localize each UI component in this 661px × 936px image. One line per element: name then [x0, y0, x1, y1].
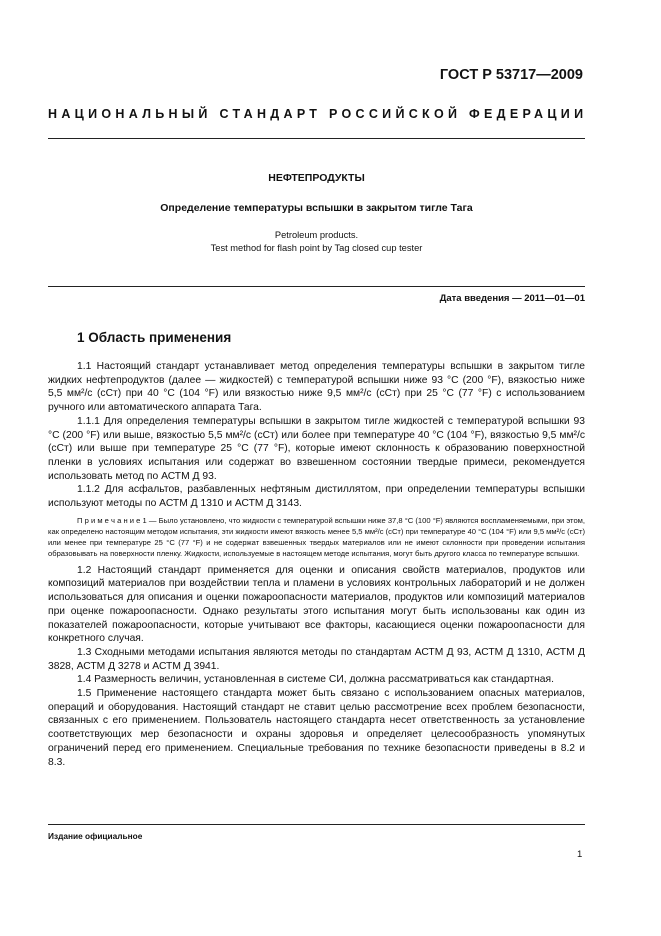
page-number: 1 [577, 849, 583, 860]
document-title: НЕФТЕПРОДУКТЫ [268, 172, 365, 184]
divider-title [48, 286, 585, 287]
note-1 [48, 515, 585, 559]
national-standard-banner: НАЦИОНАЛЬНЫЙ СТАНДАРТ РОССИЙСКОЙ ФЕДЕРАЦИИ [48, 107, 588, 121]
english-title-line-1: Petroleum products. [274, 230, 359, 240]
paragraph-1-4: 1.4 Размерность величин, установленная в системе СИ, должна рассматриваться как стандартная. [77, 674, 554, 686]
divider-footer [48, 824, 585, 825]
introduction-date: Дата введения — 2011—01—01 [439, 293, 585, 304]
paragraph-1-1-1: 1.1.1 Для определения температуры вспышки в закрытом тигле жидкостей с температурой вспышки 93 °C (200 °F) или выше, вязкостью 5,5 мм²/с (сСт) или более при температуре 40 °C (104 °F), вязкостью 9,5 мм²/с (сСт) или выше при температуре 25 °C (77 °F), которые имеют склонность к образованию поверхностной пленки в условиях испытания или содержат во взвешенном состоянии твердые примеси, рекомендуется использовать метод по АСТМ Д 93. [48, 415, 585, 482]
paragraph-1-5: 1.5 Применение настоящего стандарта может быть связано с использованием опасных материалов, операций и оборудования. Настоящий стандарт не ставит целью рассмотрение всех проблем безопасности, связанных с его применением. Пользователь настоящего стандарта несет ответственность за установление соответствующих мер безопасности и охраны здоровья и определяет целесообразность упомянутых ограничений перед его применением. Специальные требования по технике безопасности приведены в 8.2 и 8.3. [48, 688, 585, 768]
section-heading: 1 Область применения [77, 330, 232, 345]
divider-top [48, 138, 585, 139]
english-title [48, 229, 585, 255]
standard-number: ГОСТ Р 53717—2009 [439, 67, 583, 83]
paragraph-1-1: 1.1 Настоящий стандарт устанавливает метод определения температуры вспышки в закрытом тигле жидких нефтепродуктов (далее — жидкостей) с температурой вспышки ниже 93 °C (200 °F), вязкостью ниже 5,5 мм²/с (сСт) при 40 °C (104 °F) или вязкостью ниже 9,5 мм²/с (сСт) при 25 °C (77 °F) с использованием ручного или автоматического аппарата Тага. [48, 361, 585, 414]
document-body [48, 360, 585, 769]
paragraph-1-1-2: 1.1.2 Для асфальтов, разбавленных нефтяным дистиллятом, при определении температуры вспышки используют методы по АСТМ Д 1310 и АСТМ Д 3143. [48, 484, 585, 510]
paragraph-1-2: 1.2 Настоящий стандарт применяется для оценки и описания свойств материалов, продуктов или композиций материалов при воздействии тепла и пламени в условиях контрольных лабораторий и не должен использоваться для описания и оценки пожароопасности материалов, продуктов или композиций материалов при оценке пожароопасности. Однако результаты этого испытания могут быть использованы как один из показателей пожароопасности, которые учитывают все факторы, касающиеся оценки пожароопасности для конкретного случая. [48, 564, 585, 645]
english-title-line-2: Test method for flash point by Tag closed cup tester [210, 243, 423, 253]
paragraph-1-3: 1.3 Сходными методами испытания являются методы по стандартам АСТМ Д 93, АСТМ Д 1310, АСТМ Д 3828, АСТМ Д 3278 и АСТМ Д 3941. [48, 646, 585, 672]
note-label: П р и м е ч а н и е 1 — [77, 515, 157, 525]
note-text: Было установлено, что жидкости с температурой вспышки ниже 37,8 °C (100 °F) являются воспламеняемыми, при этом, как определено настоящим методом испытания, эти жидкости имеют вязкость менее 5,5 мм²/с (сСт) при температуре 40 °C (104 °F) или 9,5 мм²/с (сСт) или менее при температуре 25 °C (77 °F) и не содержат взвешенных твердых материалов или не имеют склонности при проведении испытания образовывать на поверхности пленку. Жидкости, используемые в настоящем методе испытания, могут быть другого класса по температуре вспышки. [48, 515, 585, 558]
document-subtitle: Определение температуры вспышки в закрытом тигле Тага [160, 202, 473, 214]
edition-label: Издание официальное [48, 831, 143, 841]
